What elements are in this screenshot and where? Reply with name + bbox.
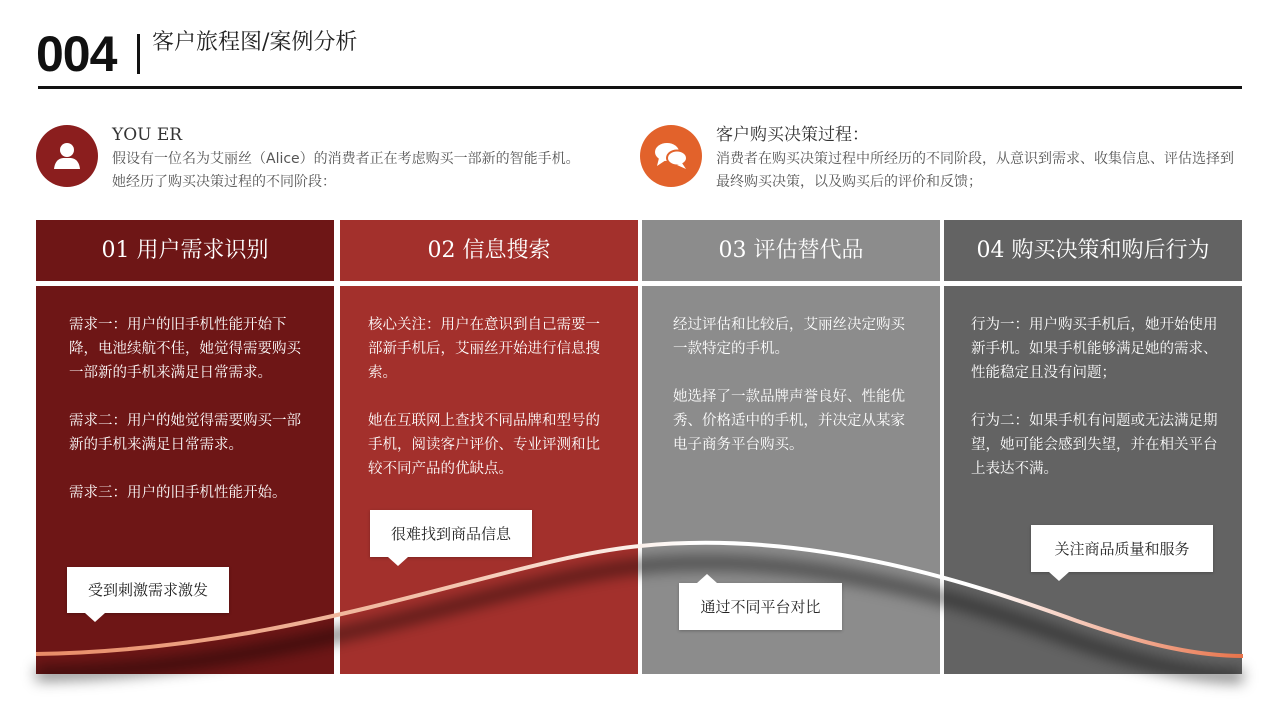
intro-text-process: 消费者在购买决策过程中所经历的不同阶段，从意识到需求、收集信息、评估选择到最终购买决策，以及购买后的评价和反馈； — [716, 151, 1234, 190]
intro-title-process: 客户购买决策过程： — [716, 125, 869, 145]
callout-stage-1: 受到刺激需求激发 — [67, 567, 229, 613]
stage-1-paragraph-3: 需求三：用户的旧手机性能开始。 — [69, 485, 287, 501]
callout-stage-2: 很难找到商品信息 — [370, 510, 532, 557]
page-title: 客户旅程图/案例分析 — [152, 30, 358, 55]
stage-4-paragraph-1: 行为一：用户购买手机后，她开始使用新手机。如果手机能够满足她的需求、性能稳定且没有问题； — [971, 317, 1218, 381]
stage-title-4: 04 购买决策和购后行为 — [944, 220, 1242, 281]
intro-title-user: YOU ER — [112, 125, 183, 145]
stage-column-4 — [944, 220, 1242, 674]
stage-body-2 — [340, 286, 638, 674]
callout-stage-3: 通过不同平台对比 — [679, 583, 842, 630]
user-icon — [36, 125, 98, 187]
stage-title-2: 02 信息搜索 — [340, 220, 638, 281]
stage-4-paragraph-2: 行为二：如果手机有问题或无法满足期望，她可能会感到失望，并在相关平台上表达不满。 — [971, 413, 1218, 477]
stage-body-1 — [36, 286, 334, 674]
chat-bubbles-icon — [640, 125, 702, 187]
stage-title-1: 01 用户需求识别 — [36, 220, 334, 281]
stage-3-paragraph-1: 经过评估和比较后，艾丽丝决定购买一款特定的手机。 — [673, 317, 905, 357]
stage-title-3: 03 评估替代品 — [642, 220, 940, 281]
stage-1-paragraph-2: 需求二：用户的她觉得需要购买一部新的手机来满足日常需求。 — [69, 413, 301, 453]
intro-text-user: 假设有一位名为艾丽丝（Alice）的消费者正在考虑购买一部新的智能手机。她经历了购买决策过程的不同阶段： — [112, 151, 580, 190]
stage-column-2 — [340, 220, 638, 674]
header-divider — [137, 34, 140, 74]
header-rule — [38, 86, 1242, 89]
callout-stage-4: 关注商品质量和服务 — [1031, 525, 1213, 572]
stage-1-paragraph-1: 需求一：用户的旧手机性能开始下降，电池续航不佳，她觉得需要购买一部新的手机来满足日常需求。 — [69, 317, 301, 381]
stage-body-4 — [944, 286, 1242, 674]
stage-2-paragraph-1: 核心关注：用户在意识到自己需要一部新手机后，艾丽丝开始进行信息搜索。 — [368, 317, 600, 381]
section-number: 004 — [36, 26, 117, 82]
stage-3-paragraph-2: 她选择了一款品牌声誉良好、性能优秀、价格适中的手机，并决定从某家电子商务平台购买。 — [673, 389, 905, 453]
stage-2-paragraph-2: 她在互联网上查找不同品牌和型号的手机，阅读客户评价、专业评测和比较不同产品的优缺点。 — [368, 413, 600, 477]
